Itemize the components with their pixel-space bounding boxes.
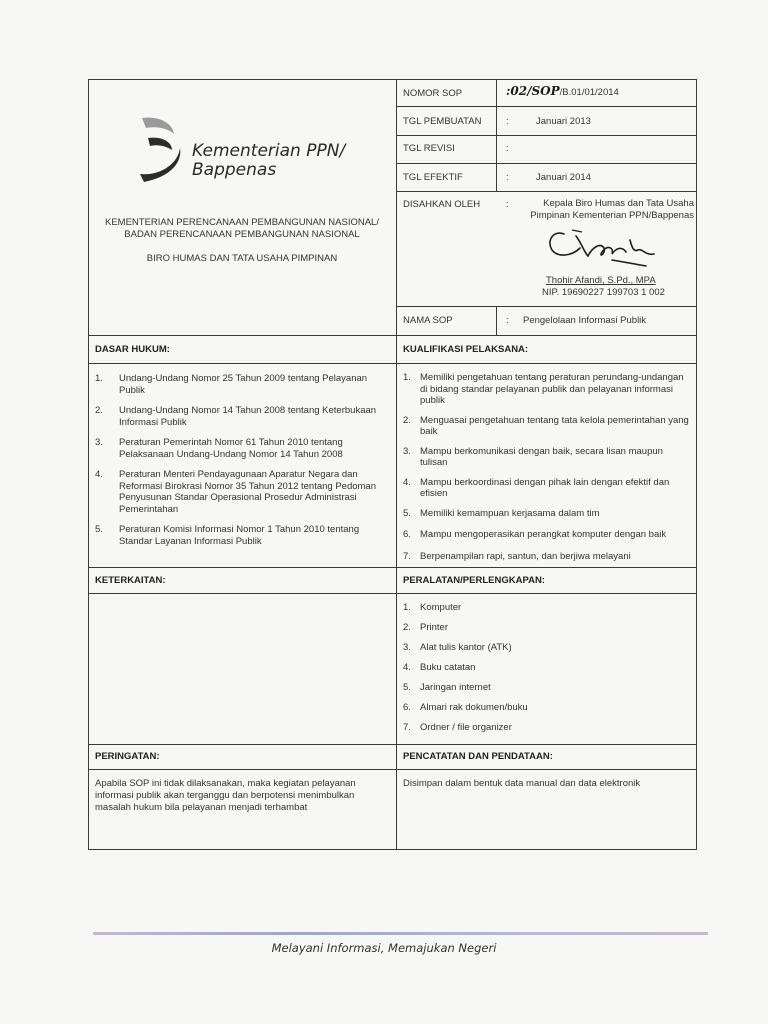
tgl-efektif-value: Januari 2014 [536, 172, 591, 183]
list-item [403, 508, 693, 520]
pencatatan-heading: PENCATATAN DAN PENDATAAN: [403, 751, 553, 762]
list-item [403, 682, 693, 694]
list-item [403, 415, 693, 438]
bappenas-logo [138, 116, 378, 186]
approval-block [506, 198, 696, 298]
nomor-sop-handwritten: :02/SOP [506, 84, 560, 98]
kualifikasi-list [403, 372, 693, 562]
list-item [403, 642, 693, 654]
list-item [403, 622, 693, 634]
item-number: 2. [403, 622, 411, 633]
signature-icon [542, 226, 672, 276]
nomor-sop-suffix: /B.01/01/2014 [559, 87, 619, 98]
list-item [403, 551, 693, 563]
item-number: 7. [403, 722, 411, 733]
approver-title-line1: Kepala Biro Humas dan Tata Usaha [543, 198, 694, 209]
item-number: 4. [403, 662, 411, 673]
item-text: Memiliki pengetahuan tentang peraturan perundang-undangan [420, 372, 684, 383]
list-item [403, 702, 693, 714]
nama-sop-value: Pengelolaan Informasi Publik [523, 315, 647, 326]
dasar-hukum-list [95, 373, 391, 556]
item-number: 6. [403, 702, 411, 713]
item-text: Berpenampilan rapi, santun, dan berjiwa melayani [420, 550, 631, 562]
item-number: 4. [95, 469, 103, 480]
tgl-pembuatan-label: TGL PEMBUATAN [403, 116, 482, 127]
peringatan-line3: masalah hukum bila pelayanan menjadi terhambat [95, 802, 308, 813]
item-number: 3. [403, 445, 411, 457]
peringatan-text [95, 778, 391, 814]
disahkan-label: DISAHKAN OLEH [403, 199, 481, 210]
item-number: 1. [95, 373, 103, 384]
item-text: Alat tulis kantor (ATK) [420, 642, 512, 653]
list-item [403, 602, 693, 614]
item-text: Menguasai pengetahuan tentang tata kelola pemerintahan yang [420, 414, 689, 426]
item-number: 5. [403, 682, 411, 693]
list-item [95, 373, 391, 396]
item-number: 1. [403, 602, 411, 613]
item-number: 2. [95, 405, 103, 416]
item-number: 3. [403, 642, 411, 653]
item-number: 2. [403, 414, 411, 426]
peringatan-line2: informasi publik akan terganggu dan berpotensi menimbulkan [95, 790, 355, 801]
nama-sop-label: NAMA SOP [403, 315, 453, 326]
peralatan-list [403, 602, 693, 742]
item-text: Mampu berkomunikasi dengan baik, secara lisan maupun [420, 445, 663, 457]
item-text: Komputer [420, 602, 462, 613]
item-text: Peraturan Menteri Pendayagunaan Aparatur Negara dan [119, 469, 358, 480]
item-number: 5. [95, 524, 103, 535]
item-text: Mampu berkoordinasi dengan pihak lain dengan efektif dan [420, 476, 670, 488]
list-item [403, 477, 693, 500]
list-item [403, 372, 693, 407]
item-text: di bidang standar pelayanan publik dan pelayanan informasi [420, 383, 673, 395]
tgl-revisi-colon: : [506, 143, 509, 154]
signer-nip: NIP. 19690227 199703 1 002 [542, 287, 665, 298]
peringatan-heading: PERINGATAN: [95, 751, 160, 762]
item-text: Penyusunan Standar Operasional Prosedur Administrasi [119, 492, 357, 503]
list-item [403, 662, 693, 674]
item-number: 6. [403, 529, 411, 540]
logo-text-line1: Kementerian PPN/ [192, 141, 346, 161]
list-item [95, 437, 391, 460]
dasar-hukum-heading: DASAR HUKUM: [95, 344, 170, 355]
list-item [95, 469, 391, 515]
item-text: Pelaksanaan Undang-Undang Nomor 14 Tahun 2008 [119, 448, 343, 460]
nama-sop-colon: : [506, 315, 509, 326]
pencatatan-text: Disimpan dalam bentuk data manual dan data elektronik [403, 778, 641, 789]
item-text: Undang-Undang Nomor 25 Tahun 2009 tentang Pelayanan [119, 373, 368, 384]
peringatan-line1: Apabila SOP ini tidak dilaksanakan, maka kegiatan pelayanan [95, 778, 356, 789]
disahkan-colon: : [506, 199, 509, 210]
nomor-sop-value [506, 84, 619, 98]
nomor-sop-label: NOMOR SOP [403, 88, 463, 99]
item-number: 7. [403, 550, 411, 562]
item-text: publik [420, 395, 445, 406]
item-text: Almari rak dokumen/buku [420, 702, 528, 713]
item-text: Standar Layanan Informasi Publik [119, 535, 262, 547]
kualifikasi-heading: KUALIFIKASI PELAKSANA: [403, 344, 529, 355]
logo-text-line2: Bappenas [192, 160, 277, 180]
item-text: Mampu mengoperasikan perangkat komputer dengan baik [420, 529, 667, 540]
item-text: Ordner / file organizer [420, 722, 512, 733]
tgl-pembuatan-value: Januari 2013 [536, 116, 591, 127]
item-text: Buku catatan [420, 662, 476, 673]
item-text: efisien [420, 488, 448, 499]
item-text: Memiliki kemampuan kerjasama dalam tim [420, 507, 600, 519]
item-text: Jaringan internet [420, 682, 491, 693]
item-text: Pemerintahan [119, 503, 179, 515]
tgl-efektif-label: TGL EFEKTIF [403, 172, 463, 183]
list-item [95, 524, 391, 547]
item-text: Peraturan Komisi Informasi Nomor 1 Tahun 2010 tentang [119, 524, 360, 535]
list-item [403, 722, 693, 734]
bappenas-emblem-icon [138, 116, 190, 186]
ministry-name-line1: KEMENTERIAN PERENCANAAN PEMBANGUNAN NASIONAL/ [105, 217, 379, 228]
item-text: Printer [420, 622, 448, 633]
ministry-name-line2: BADAN PERENCANAAN PEMBANGUNAN NASIONAL [124, 229, 360, 240]
list-item [403, 446, 693, 469]
item-number: 5. [403, 507, 411, 519]
item-text: Reformasi Birokrasi Nomor 35 Tahun 2012 tentang Pedoman [119, 480, 376, 492]
item-text: Informasi Publik [119, 416, 187, 428]
bureau-name: BIRO HUMAS DAN TATA USAHA PIMPINAN [146, 253, 338, 264]
item-number: 1. [403, 372, 411, 383]
footer-tagline: Melayani Informasi, Memajukan Negeri [271, 941, 497, 955]
item-text: Peraturan Pemerintah Nomor 61 Tahun 2010 tentang [119, 437, 343, 448]
item-number: 3. [95, 437, 103, 448]
item-text: Publik [119, 384, 145, 396]
signer-name: Thohir Afandi, S.Pd., MPA [546, 275, 656, 286]
keterkaitan-heading: KETERKAITAN: [95, 575, 166, 586]
footer-divider [93, 932, 708, 935]
tgl-efektif-colon: : [506, 172, 509, 183]
tgl-revisi-label: TGL REVISI [403, 143, 455, 154]
item-text: baik [420, 426, 438, 437]
list-item [403, 529, 693, 541]
ministry-name-block [88, 217, 396, 265]
item-number: 4. [403, 476, 411, 488]
tgl-pembuatan-colon: : [506, 116, 509, 127]
peralatan-heading: PERALATAN/PERLENGKAPAN: [403, 575, 545, 586]
list-item [95, 405, 391, 428]
item-text: Undang-Undang Nomor 14 Tahun 2008 tentang Keterbukaan [119, 405, 377, 416]
item-text: tulisan [420, 457, 448, 468]
approver-title-line2: Pimpinan Kementerian PPN/Bappenas [530, 210, 694, 221]
